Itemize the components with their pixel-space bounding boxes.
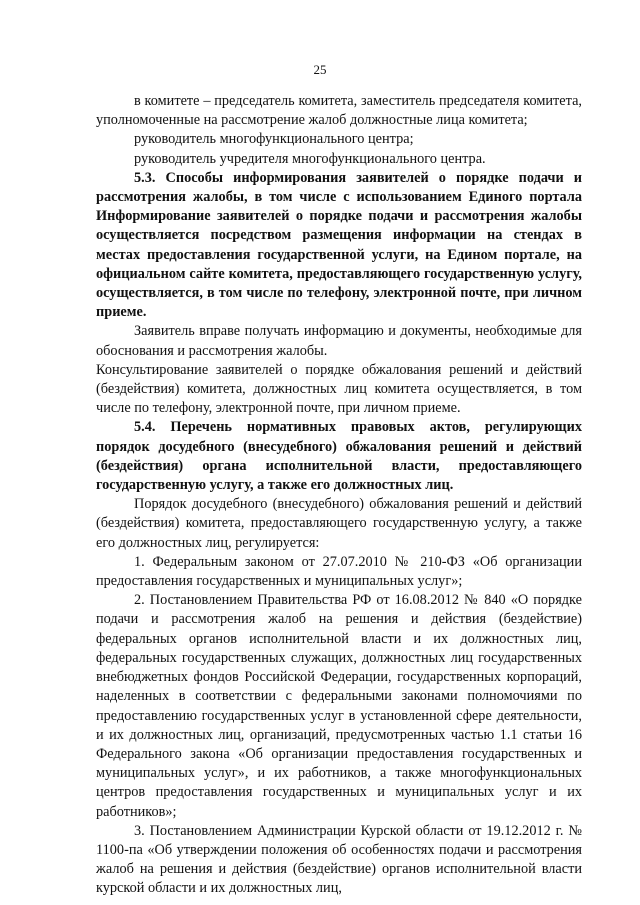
paragraph: руководитель учредителя многофункционального центра. [134, 150, 486, 167]
paragraph: руководитель многофункционального центра; [134, 131, 414, 148]
page-number: 25 [313, 62, 327, 77]
paragraph: в комитете – председатель комитета, заместитель председателя комитета, уполномоченные на рассмотрение жалоб должностные лица комитета; [96, 93, 582, 129]
document-body [96, 92, 582, 899]
section-heading-5-4: 5.4. Перечень нормативных правовых актов, регулирующих порядок досудебного (внесудебного) обжалования решений и действий (бездействия) органа исполнительной власти, предоставляющего государственную услугу, а также его должностных лиц. [96, 419, 582, 494]
list-item: 3. Постановлением Администрации Курской области от 19.12.2012 г. № 1100-па «Об утверждении положения об особенностях подачи и рассмотрения жалоб на решения и действия (бездействие) органов исполнительной власти курской области и их должностных лиц, [96, 822, 582, 897]
list-item: 1. Федеральным законом от 27.07.2010 № 210-ФЗ «Об организации предоставления государственных и муниципальных услуг»; [96, 553, 582, 590]
paragraph: Заявитель вправе получать информацию и документы, необходимые для обоснования и рассмотрения жалобы. [96, 323, 582, 359]
section-heading-5-3: 5.3. Способы информирования заявителей о порядке подачи и рассмотрения жалобы, в том числе с использованием Единого портала Информирование заявителей о порядке подачи и рассмотрения жалобы осуществляется посредством размещения информации на стендах в местах предоставления государственной услуги, на Едином портале, на официальном сайте комитета, предоставляющего государственную услугу, осуществляется, в том числе по телефону, электронной почте, при личном приеме. [96, 169, 582, 321]
paragraph: Порядок досудебного (внесудебного) обжалования решений и действий (бездействия) комитета, предоставляющего государственную услугу, а также его должностных лиц, регулируется: [96, 496, 582, 551]
paragraph: Консультирование заявителей о порядке обжалования решений и действий (бездействия) комитета, должностных лиц комитета осуществляется, в том числе по телефону, электронной почте, при личном приеме. [96, 361, 582, 417]
list-item: 2. Постановлением Правительства РФ от 16.08.2012 № 840 «О порядке подачи и рассмотрения жалоб на решения и действия (бездействие) федеральных органов исполнительной власти и их должностных лиц, федеральных государственных служащих, должностных лиц государственных внебюджетных фондов Российской Федерации, государственных корпораций, наделенных в соответствии с федеральными законами полномочиями по предоставлению государственных услуг в установленной сфере деятельности, и их должностных лиц, организаций, предусмотренных частью 1.1 статьи 16 Федерального закона «Об организации предоставления государственных и муниципальных услуг», и их работников, а также многофункциональных центров предоставления государственных и муниципальных услуг и их работников»; [96, 592, 582, 820]
